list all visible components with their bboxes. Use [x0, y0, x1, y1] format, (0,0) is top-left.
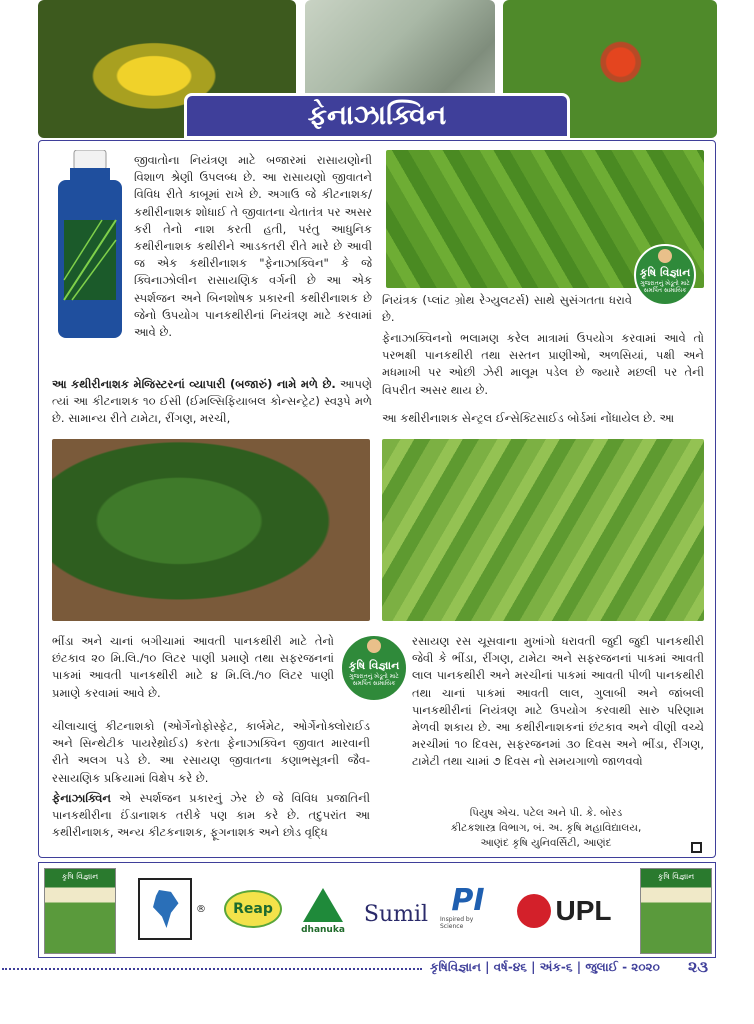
logo-name: કૃષિ વિજ્ઞાન — [348, 659, 400, 672]
reap-label: Reap — [233, 901, 273, 917]
author-department: કીટકશાસ્ત્ર વિભાગ, બં. અ. કૃષિ મહાવિદ્યાલય, — [450, 822, 642, 834]
krushi-vigyan-logo — [634, 244, 696, 306]
ovicide-rest: એ સ્પર્શજન પ્રકારનું ઝેર છે જે વિવિધ પ્રજાતિની પાનકથીરીના ઈંડાનાશક તરીકે પણ કામ કરે છે. તદુપરાંત આ કથીરીનાશક, અન્ય કીટકનાશક, ફૂગનાશક અને છોડ વૃદ્ધિ — [52, 791, 370, 840]
intro-paragraph: જીવાતોના નિયંત્રણ માટે બજારમાં રાસાયણોની વિશાળ શ્રેણી ઉપલબ્ધ છે. આ રાસાયણો જીવાતને વિવિધ રીતે કાબૂમાં રાખે છે. અગાઉ જે કીટનાશક/કથીરીનાશક શોધાઈ તે જીવાતના ચેતાતંત્ર પર અસર કરી તેનો નાશ કરતી હતી, પરંતુ આધુનિક કથીરીનાશક કથીરીને આડકતરી રીતે મારે છે આવી જ એક કથીરીનાશક "ફેનાઝાક્વિન" કે જે ક્વિનાઝોલીન રાસાયણિક વર્ગની છે આ એક સ્પર્શજન અને બિનશોષક પ્રકારની કથીરીનાશક છે જેનો ઉપયોગ પાનકથીરીનાં નિયંત્રણ માટે કરવામાં આવે છે. — [134, 153, 372, 340]
india-map-logo[interactable] — [138, 878, 192, 940]
ovicide-bold: ફેનાઝાક્વિન — [52, 791, 111, 805]
sumil-logo[interactable] — [360, 896, 432, 932]
dhanuka-logo[interactable] — [300, 880, 346, 942]
sumil-label: Sumil — [363, 901, 429, 927]
author-university: આણંદ કૃષિ યુનિવર્સિટી, આણંદ — [480, 837, 612, 849]
magazine-cover-thumb-left[interactable] — [44, 868, 116, 954]
krushi-vigyan-logo-2 — [340, 634, 408, 702]
title-banner — [184, 93, 570, 139]
logo-portrait-icon — [367, 639, 381, 653]
reap-logo[interactable] — [224, 890, 282, 928]
logo-tagline: ગુજરાતનું ખેડૂતો માટે સમર્પિત સામાયિક — [640, 280, 690, 294]
india-map-icon — [150, 890, 180, 928]
page-footer — [0, 957, 754, 990]
mode-of-action-paragraph: ચીલાચાલું કીટનાશકો (ઓર્ગેનોફોસ્ફેટ, કાર્બમેટ, ઓર્ગેનોક્લોરાઈડ અને સિન્થેટીક પાયરેથ્રોઈડ) કરતા ફેનાઝાક્વિન જીવાત મારવાની રીતે અલગ પડે છે. આ રસાયણ જીવાતના કણાભસૂત્રની જૈવ-રસાયણિક પ્રક્રિયામાં વિક્ષેપ કરે છે. — [52, 719, 370, 785]
dosage-paragraph: ભીંડા અને ચાનાં બગીચામાં આવતી પાનકથીરી માટે તેનો છંટકાવ ૨૦ મિ.લિ./૧૦ લિટર પાણી પ્રમાણે તથા સફરજનનાં પાકમાં આવતી પાનકથીરી માટે ૪ મિ.લિ./૧૦ લિટર પાણી પ્રમાણે કરવામાં આવે છે. — [52, 634, 334, 700]
upl-logo[interactable] — [508, 890, 620, 932]
pi-tagline: Inspired by Science — [440, 916, 474, 930]
magazine-cover-thumb-right[interactable] — [640, 868, 712, 954]
author-block — [390, 806, 702, 851]
trade-name-rest: આપણે ત્યાં આ કીટનાશક ૧૦ ઈસી (ઈમલ્સિફિયાબલ કોન્સન્ટ્રેટ) સ્વરૂપે મળે છે. સામાન્ય રીતે ટામેટા, રીંગણ, મરચી, — [52, 377, 372, 426]
page-title: ફેનાઝાક્વિન — [307, 100, 447, 131]
logo-tagline: ગુજરાતનું ખેડૂતો માટે સમર્પિત સામાયિક — [349, 673, 399, 687]
compatibility-paragraph: નિયંત્રક (પ્લાંટ ગ્રોથ રેગ્યુલટર્સ) સાથે સુસંગતતા ધરાવે છે. — [382, 293, 632, 325]
trade-name-bold: આ કથીરીનાશક મેજિસ્ટરનાં વ્યાપારી (બજારું) નામે મળે છે. — [52, 377, 336, 391]
pi-mark: PI — [451, 883, 485, 918]
magazine-cover-title: કૃષિ વિજ્ઞાન — [657, 872, 695, 881]
usage-paragraph: રસાયણ રસ ચૂસવાના મુખાંગો ધરાવતી જુદી જુદી પાનકથીરી જેવી કે ભીંડા, રીંગણ, ટામેટા અને સફરજનનાં પાકમાં આવતી લાલ પાનકથીરી અને મરચીનાં પાકમાં આવતી પીળી પાનકથીરી તથા ચાનાં પાકમાં આવતી લાલ, ગુલાબી અને જાંબલી પાનકથીરીનાં નિયંત્રણ માટે ઉપયોગ કરવાથી સારુ પરિણામ મેળવી શકાય છે. આ કથીરીનાશકનાં છંટકાવ અને વીણી વચ્ચે મરચીમાં ૧૦ દિવસ, સફરજનમાં ૩૦ દિવસ અને ભીંડા, રીંગણ, ટામેટી તથા ચામાં ૭ દિવસ નો સમયગાળો જાળવવો — [412, 634, 704, 769]
trade-name-paragraph — [52, 376, 372, 428]
qr-icon — [691, 842, 702, 853]
logo-portrait-icon — [658, 249, 672, 263]
speckled-leaf-photo — [382, 439, 704, 621]
author-names: પિયુષ એચ. પટેલ અને પી. કે. બોરડ — [469, 807, 623, 819]
dhanuka-triangle-icon — [303, 888, 343, 922]
page-number: ૨૩ — [688, 957, 709, 976]
safety-paragraph: ફેનાઝાક્વિનનો ભલામણ કરેલ માત્રામાં ઉપયોગ કરવામાં આવે તો પરભક્ષી પાનકથીરી તથા સસ્તન પ્રાણીઓ, અળસિયાં, પક્ષી અને મધમાખી પર ઓછી ઝેરી માલૂમ પડેલ છે જ્યારે મછલી પર તેની વિપરીત અસર થાય છે. — [382, 331, 704, 397]
upl-label: UPL — [555, 895, 612, 926]
dhanuka-label: dhanuka — [301, 924, 345, 935]
registered-mark: ® — [196, 904, 206, 915]
footer-issue-info: કૃષિવિજ્ઞાન | વર્ષ-૪૬ | અંક-૬ | જુલાઈ - ૨૦૨૦ — [430, 960, 660, 974]
logo-name: કૃષિ વિજ્ઞાન — [639, 266, 691, 279]
upl-circle-icon — [517, 894, 551, 928]
ovicide-paragraph — [52, 790, 370, 842]
magazine-cover-title: કૃષિ વિજ્ઞાન — [61, 872, 99, 881]
infested-plant-photo — [52, 439, 370, 621]
pesticide-bottle-image — [52, 150, 128, 340]
registration-paragraph: આ કથીરીનાશક સેન્ટ્રલ ઈન્સેક્ટિસાઈડ બોર્ડમાં નોંધાયેલ છે. આ — [382, 411, 675, 425]
pi-industries-logo[interactable] — [440, 880, 496, 936]
footer-dotted-rule — [2, 968, 422, 970]
